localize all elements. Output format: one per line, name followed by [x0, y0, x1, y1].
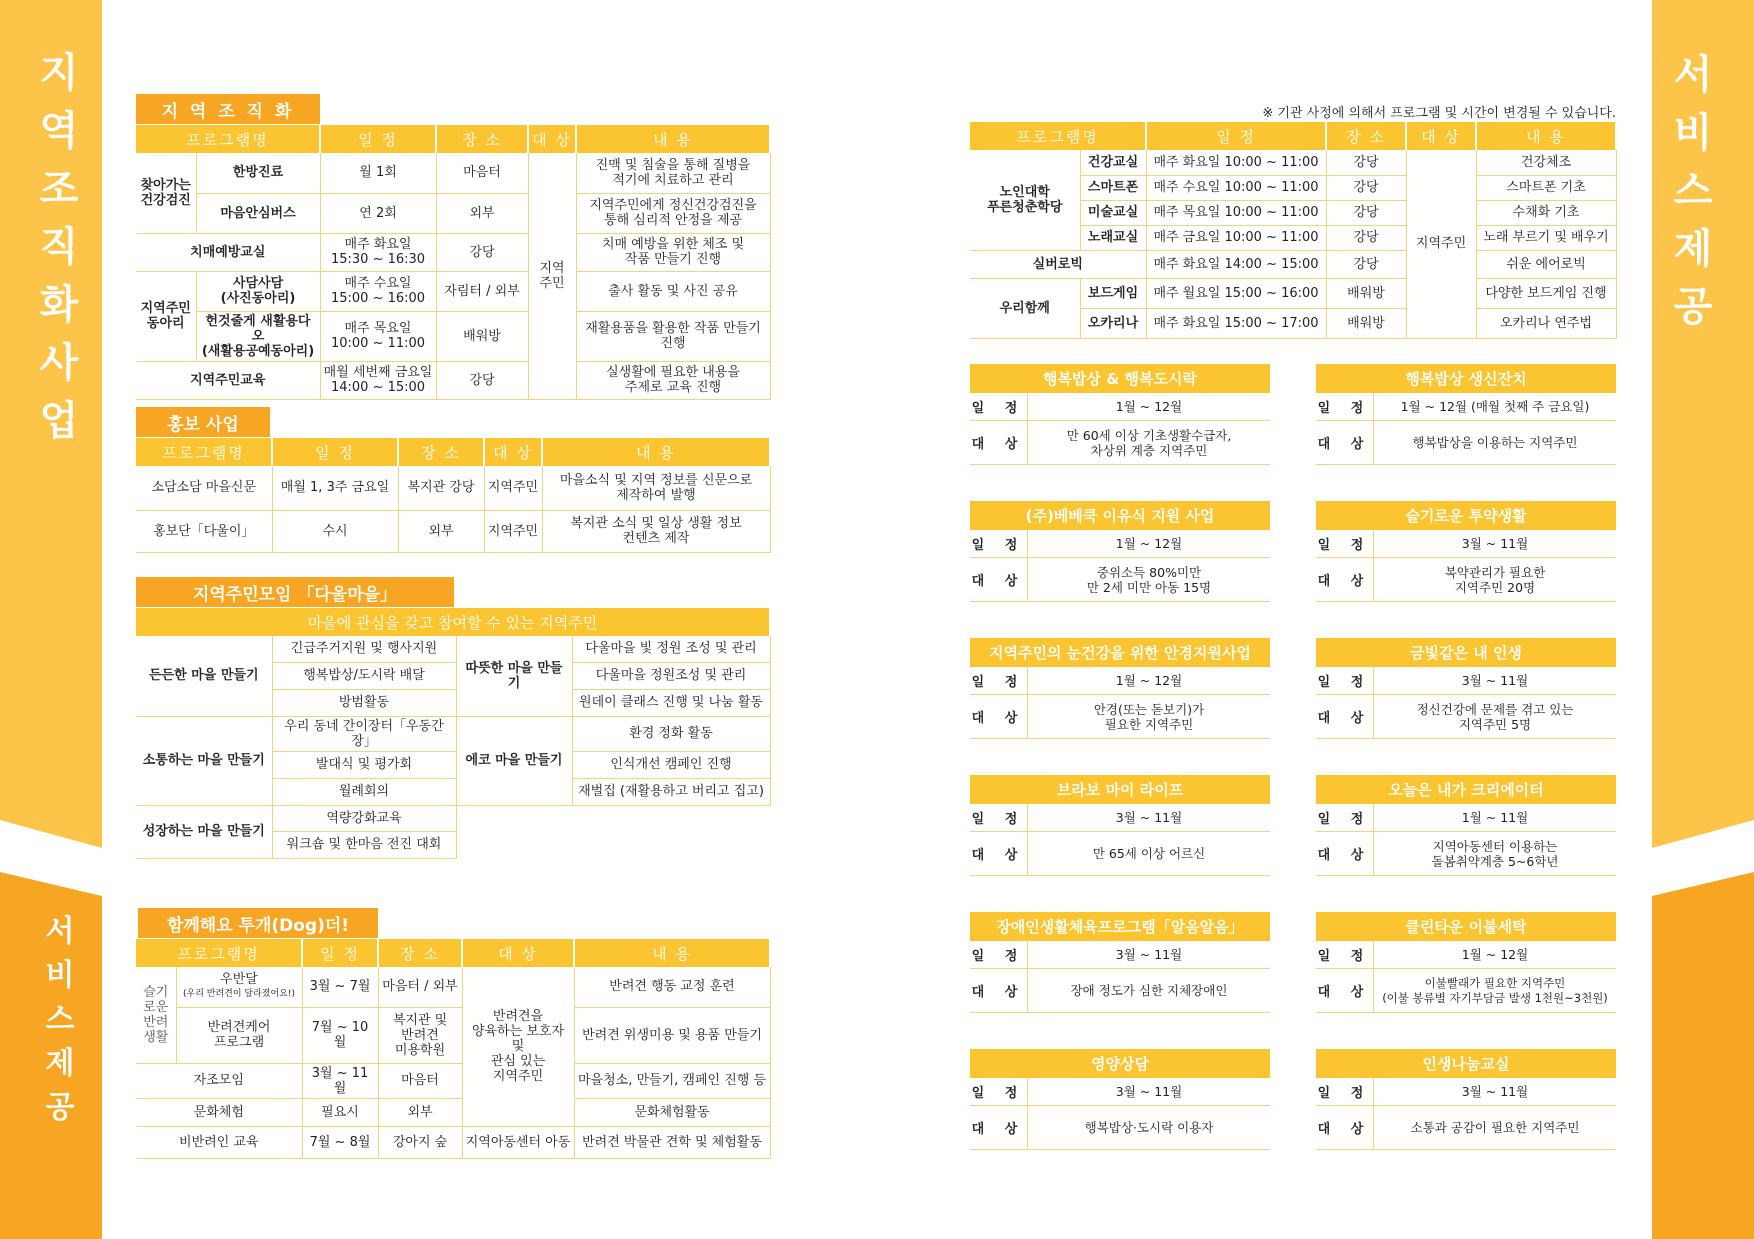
org-row-name: 한방진료 — [196, 153, 320, 193]
card-label: 일 정 — [1316, 667, 1374, 694]
card-target: 소통과 공감이 필요한 지역주민 — [1410, 1120, 1580, 1135]
dog-target: 반려견을 양육하는 보호자 및 관심 있는 지역주민 — [462, 967, 574, 1126]
village-item: 월례회의 — [272, 778, 456, 805]
dog-row-name: 비반려인 교육 — [136, 1126, 302, 1158]
left-vertical-title: 지 역 조 직 화 사 업 — [39, 50, 79, 444]
org-row-sched: 매주 수요일 15:00 ~ 16:00 — [320, 271, 436, 311]
card-label: 일 정 — [1316, 530, 1374, 557]
dog-row-name: 자조모임 — [136, 1063, 302, 1098]
dog-section-title: 함께해요 투개(Dog)더! — [138, 908, 378, 938]
elder-row-name: 스마트폰 — [1080, 175, 1146, 200]
village-group-3: 소통하는 마을 만들기 — [136, 716, 272, 805]
card-schedule: 3월 ~ 11월 — [1461, 1084, 1529, 1099]
elder-group-college: 노인대학 푸른청춘학당 — [970, 150, 1080, 250]
card-target: 복약관리가 필요한 지역주민 20명 — [1444, 564, 1546, 595]
org-group-club: 지역주민 동아리 — [136, 271, 196, 361]
header-content: 내 용 — [1476, 122, 1616, 150]
village-item: 환경 정화 활동 — [572, 716, 770, 751]
village-item: 인식개선 캠페인 진행 — [572, 751, 770, 778]
dog-row-place: 마음터 / 외부 — [378, 967, 462, 1007]
card-title: 장애인생활체육프로그램「알음알음」 — [970, 912, 1270, 941]
elder-row-sched: 매주 화요일 14:00 ~ 15:00 — [1146, 250, 1326, 278]
org-row-place: 배워방 — [436, 311, 528, 361]
card-label: 일 정 — [1316, 1078, 1374, 1105]
card-title: 행복밥상 & 행복도시락 — [970, 364, 1270, 393]
elder-row-place: 강당 — [1326, 250, 1406, 278]
card-target: 중위소득 80%미만 만 2세 미만 아동 15명 — [1086, 564, 1212, 595]
card-label: 대 상 — [1316, 421, 1374, 464]
card-label: 일 정 — [970, 1078, 1028, 1105]
card-title: 행복밥상 생신잔치 — [1316, 364, 1616, 393]
promo-row-content: 마을소식 및 지역 정보를 신문으로 제작하여 발행 — [542, 466, 770, 510]
org-table — [136, 125, 771, 400]
org-row-place: 외부 — [436, 193, 528, 233]
card-title: 인생나눔교실 — [1316, 1049, 1616, 1078]
header-place: 장 소 — [436, 125, 528, 153]
header-target: 대 상 — [528, 125, 576, 153]
card-target: 이불빨래가 필요한 지역주민 (이불 봉류별 자기부담금 발생 1천원~3천원) — [1382, 975, 1608, 1005]
promo-row-place: 복지관 강당 — [398, 466, 484, 510]
card-schedule: 1월 ~ 12월 — [1461, 947, 1529, 962]
village-section-title: 지역주민모임 「다울마을」 — [136, 577, 454, 607]
org-row-content: 진맥 및 침술을 통해 질병을 적기에 치료하고 관리 — [576, 153, 770, 193]
card-schedule: 3월 ~ 11월 — [1461, 673, 1529, 688]
elder-row-content: 쉬운 에어로빅 — [1476, 250, 1616, 278]
dog-row-place: 복지관 및 반려견 미용학원 — [378, 1007, 462, 1063]
promo-row-target: 지역주민 — [484, 466, 542, 510]
org-row-content: 지역주민에게 정신건강검진을 통해 심리적 안정을 제공 — [576, 193, 770, 233]
village-group-4: 에코 마을 만들기 — [456, 716, 572, 805]
card-title: 지역주민의 눈건강을 위한 안경지원사업 — [970, 638, 1270, 667]
elder-row-content: 노래 부르기 및 배우기 — [1476, 225, 1616, 250]
elder-group-together: 우리함께 — [970, 278, 1080, 338]
card-label: 대 상 — [970, 558, 1028, 601]
org-target: 지역 주민 — [528, 153, 576, 399]
elder-row-sched: 매주 월요일 15:00 ~ 16:00 — [1146, 278, 1326, 308]
card-schedule: 1월 ~ 12월 — [1115, 673, 1183, 688]
card-schedule: 1월 ~ 12월 — [1115, 536, 1183, 551]
village-subtitle: 마을에 관심을 갖고 참여할 수 있는 지역주민 — [136, 608, 770, 636]
header-program: 프로그램명 — [136, 125, 320, 153]
elder-row-content: 스마트폰 기초 — [1476, 175, 1616, 200]
card-schedule: 3월 ~ 11월 — [1115, 947, 1183, 962]
org-row-content: 출사 활동 및 사진 공유 — [576, 271, 770, 311]
dog-row-content: 반려견 박물관 견학 및 체험활동 — [574, 1126, 770, 1158]
elder-row-content: 다양한 보드게임 진행 — [1476, 278, 1616, 308]
village-table — [136, 608, 771, 859]
card-title: 슬기로운 투약생활 — [1316, 501, 1616, 530]
promo-row-sched: 매월 1, 3주 금요일 — [272, 466, 398, 510]
card-label: 대 상 — [1316, 969, 1374, 1012]
card-label: 일 정 — [970, 393, 1028, 420]
service-card — [970, 1049, 1270, 1150]
dog-group: 슬기 로운 반려 생활 — [136, 967, 176, 1063]
promo-section-title: 홍보 사업 — [136, 407, 270, 437]
elder-row-sched: 매주 금요일 10:00 ~ 11:00 — [1146, 225, 1326, 250]
card-target: 만 65세 이상 어르신 — [1092, 846, 1206, 861]
card-label: 대 상 — [970, 421, 1028, 464]
card-label: 대 상 — [1316, 558, 1374, 601]
card-target: 행복밥상·도시락 이용자 — [1084, 1120, 1214, 1135]
schedule-change-notice: ※ 기관 사정에 의해서 프로그램 및 시간이 변경될 수 있습니다. — [1262, 106, 1616, 121]
elder-row-name: 노래교실 — [1080, 225, 1146, 250]
header-place: 장 소 — [1326, 122, 1406, 150]
header-schedule: 일 정 — [1146, 122, 1326, 150]
header-target: 대 상 — [484, 438, 542, 466]
header-place: 장 소 — [378, 939, 462, 967]
card-label: 일 정 — [970, 804, 1028, 831]
service-card — [970, 501, 1270, 602]
card-title: (주)베베쿡 이유식 지원 사업 — [970, 501, 1270, 530]
elder-target: 지역주민 — [1406, 150, 1476, 338]
card-schedule: 3월 ~ 11월 — [1461, 536, 1529, 551]
elder-row-content: 건강체조 — [1476, 150, 1616, 175]
promo-row-name: 홍보단「다울이」 — [136, 510, 272, 552]
header-schedule: 일 정 — [272, 438, 398, 466]
card-target: 지역아동센터 이용하는 돌봄취약계층 5~6학년 — [1431, 838, 1559, 869]
header-target: 대 상 — [462, 939, 574, 967]
card-schedule: 1월 ~ 11월 — [1461, 810, 1529, 825]
elder-row-content: 수채화 기초 — [1476, 200, 1616, 225]
card-label: 대 상 — [970, 832, 1028, 875]
service-card — [970, 912, 1270, 1013]
service-card — [970, 775, 1270, 876]
village-item: 발대식 및 평가회 — [272, 751, 456, 778]
org-row-place: 강당 — [436, 233, 528, 271]
service-card — [1316, 364, 1616, 465]
card-label: 일 정 — [970, 530, 1028, 557]
card-label: 대 상 — [970, 695, 1028, 738]
village-item: 긴급주거지원 및 행사지원 — [272, 636, 456, 662]
card-label: 일 정 — [970, 667, 1028, 694]
org-row-name: 헌것줄게 새활용다오 (새활용공예동아리) — [196, 311, 320, 361]
village-group-5: 성장하는 마을 만들기 — [136, 805, 272, 858]
elder-row-sched: 매주 목요일 10:00 ~ 11:00 — [1146, 200, 1326, 225]
elder-row-place: 배워방 — [1326, 278, 1406, 308]
org-row-name: 치매예방교실 — [136, 233, 320, 271]
village-item: 다울마을 정원조성 및 관리 — [572, 662, 770, 689]
elder-row-name: 실버로빅 — [970, 250, 1146, 278]
card-schedule: 3월 ~ 11월 — [1115, 810, 1183, 825]
org-row-name: 사담사담 (사진동아리) — [196, 271, 320, 311]
promo-row-name: 소담소담 마을신문 — [136, 466, 272, 510]
elder-row-sched: 매주 수요일 10:00 ~ 11:00 — [1146, 175, 1326, 200]
elder-row-name: 오카리나 — [1080, 308, 1146, 338]
service-card — [970, 638, 1270, 739]
service-card — [1316, 501, 1616, 602]
dog-row-sched: 필요시 — [302, 1098, 378, 1126]
dog-table — [136, 939, 771, 1159]
dog-row-name: 반려견케어 프로그램 — [176, 1007, 302, 1063]
card-label: 일 정 — [970, 941, 1028, 968]
card-schedule: 1월 ~ 12월 (매월 첫째 주 금요일) — [1400, 399, 1590, 414]
promo-row-content: 복지관 소식 및 일상 생활 정보 컨텐츠 제작 — [542, 510, 770, 552]
org-row-sched: 연 2회 — [320, 193, 436, 233]
service-card — [970, 364, 1270, 465]
card-title: 클린타운 이불세탁 — [1316, 912, 1616, 941]
card-label: 대 상 — [970, 969, 1028, 1012]
org-row-content: 재활용품을 활용한 작품 만들기 진행 — [576, 311, 770, 361]
dog-row-target: 지역아동센터 아동 — [462, 1126, 574, 1158]
card-title: 브라보 마이 라이프 — [970, 775, 1270, 804]
org-row-sched: 매주 화요일 15:30 ~ 16:30 — [320, 233, 436, 271]
service-card — [1316, 1049, 1616, 1150]
promo-row-sched: 수시 — [272, 510, 398, 552]
header-place: 장 소 — [398, 438, 484, 466]
org-row-name: 마음안심버스 — [196, 193, 320, 233]
village-item: 방범활동 — [272, 689, 456, 716]
header-schedule: 일 정 — [302, 939, 378, 967]
left-vertical-service: 서 비 스 제 공 — [45, 914, 75, 1125]
card-title: 금빛같은 내 인생 — [1316, 638, 1616, 667]
card-label: 일 정 — [1316, 393, 1374, 420]
dog-row-content: 반려견 위생미용 및 용품 만들기 — [574, 1007, 770, 1063]
elder-table — [970, 122, 1617, 339]
card-title: 오늘은 내가 크리에이터 — [1316, 775, 1616, 804]
org-row-place: 자림터 / 외부 — [436, 271, 528, 311]
village-item: 행복밥상/도시락 배달 — [272, 662, 456, 689]
header-content: 내 용 — [574, 939, 770, 967]
village-item: 원데이 클래스 진행 및 나눔 활동 — [572, 689, 770, 716]
org-row-sched: 월 1회 — [320, 153, 436, 193]
org-row-content: 실생활에 필요한 내용을 주제로 교육 진행 — [576, 361, 770, 399]
card-label: 대 상 — [970, 1106, 1028, 1149]
card-label: 대 상 — [1316, 832, 1374, 875]
card-target: 장애 정도가 심한 지체장애인 — [1070, 983, 1228, 998]
promo-table — [136, 438, 771, 553]
card-label: 대 상 — [1316, 695, 1374, 738]
header-content: 내 용 — [576, 125, 770, 153]
header-program: 프로그램명 — [970, 122, 1146, 150]
header-schedule: 일 정 — [320, 125, 436, 153]
card-label: 대 상 — [1316, 1106, 1374, 1149]
dog-row-sched: 7월 ~ 8월 — [302, 1126, 378, 1158]
org-row-name: 지역주민교육 — [136, 361, 320, 399]
card-target: 만 60세 이상 기초생활수급자, 차상위 계층 지역주민 — [1066, 427, 1232, 458]
dog-row-place: 강아지 숲 — [378, 1126, 462, 1158]
village-item: 워크숍 및 한마음 전진 대회 — [272, 831, 456, 858]
village-group-1: 든든한 마을 만들기 — [136, 636, 272, 716]
dog-row-name: 문화체험 — [136, 1098, 302, 1126]
village-item: 우리 동네 간이장터「우동간장」 — [272, 716, 456, 751]
elder-row-place: 강당 — [1326, 175, 1406, 200]
promo-row-place: 외부 — [398, 510, 484, 552]
elder-row-place: 강당 — [1326, 225, 1406, 250]
dog-row-sched: 3월 ~ 11월 — [302, 1063, 378, 1098]
dog-row-place: 마음터 — [378, 1063, 462, 1098]
header-target: 대 상 — [1406, 122, 1476, 150]
org-row-sched: 매주 목요일 10:00 ~ 11:00 — [320, 311, 436, 361]
service-card — [1316, 638, 1616, 739]
elder-row-place: 강당 — [1326, 200, 1406, 225]
card-title: 영양상담 — [970, 1049, 1270, 1078]
village-item: 재벌집 (재활용하고 버리고 집고) — [572, 778, 770, 805]
service-card — [1316, 775, 1616, 876]
card-target: 정신건강에 문제를 겪고 있는 지역주민 5명 — [1416, 701, 1574, 732]
dog-row-sched: 7월 ~ 10월 — [302, 1007, 378, 1063]
elder-row-place: 배워방 — [1326, 308, 1406, 338]
card-target: 안경(또는 돋보기)가 필요한 지역주민 — [1093, 701, 1205, 732]
org-group-health: 찾아가는 건강검진 — [136, 153, 196, 233]
org-row-place: 강당 — [436, 361, 528, 399]
header-content: 내 용 — [542, 438, 770, 466]
card-label: 일 정 — [1316, 941, 1374, 968]
elder-row-name: 보드게임 — [1080, 278, 1146, 308]
org-row-content: 치매 예방을 위한 체조 및 작품 만들기 진행 — [576, 233, 770, 271]
elder-row-name: 미술교실 — [1080, 200, 1146, 225]
org-row-sched: 매월 세번째 금요일 14:00 ~ 15:00 — [320, 361, 436, 399]
promo-row-target: 지역주민 — [484, 510, 542, 552]
right-vertical-title: 서 비 스 제 공 — [1673, 52, 1713, 330]
elder-row-content: 오카리나 연주법 — [1476, 308, 1616, 338]
card-target: 행복밥상을 이용하는 지역주민 — [1412, 435, 1578, 450]
org-section-title: 지 역 조 직 화 — [136, 94, 320, 124]
elder-row-sched: 매주 화요일 15:00 ~ 17:00 — [1146, 308, 1326, 338]
dog-row-content: 마을청소, 만들기, 캠페인 진행 등 — [574, 1063, 770, 1098]
dog-row-sched: 3월 ~ 7월 — [302, 967, 378, 1007]
header-program: 프로그램명 — [136, 939, 302, 967]
header-program: 프로그램명 — [136, 438, 272, 466]
dog-row-place: 외부 — [378, 1098, 462, 1126]
card-schedule: 3월 ~ 11월 — [1115, 1084, 1183, 1099]
elder-row-sched: 매주 화요일 10:00 ~ 11:00 — [1146, 150, 1326, 175]
service-card — [1316, 912, 1616, 1013]
org-row-place: 마음터 — [436, 153, 528, 193]
village-group-2: 따뜻한 마을 만들기 — [456, 636, 572, 716]
card-label: 일 정 — [1316, 804, 1374, 831]
village-item: 역량강화교육 — [272, 805, 456, 831]
card-schedule: 1월 ~ 12월 — [1115, 399, 1183, 414]
dog-row-content: 반려견 행동 교정 훈련 — [574, 967, 770, 1007]
dog-row-content: 문화체험활동 — [574, 1098, 770, 1126]
dog-row-name: 우반달 (우리 반려견이 달라졌어요!) — [176, 967, 302, 1007]
elder-row-name: 건강교실 — [1080, 150, 1146, 175]
elder-row-place: 강당 — [1326, 150, 1406, 175]
village-item: 다울마을 빛 정원 조성 및 관리 — [572, 636, 770, 662]
